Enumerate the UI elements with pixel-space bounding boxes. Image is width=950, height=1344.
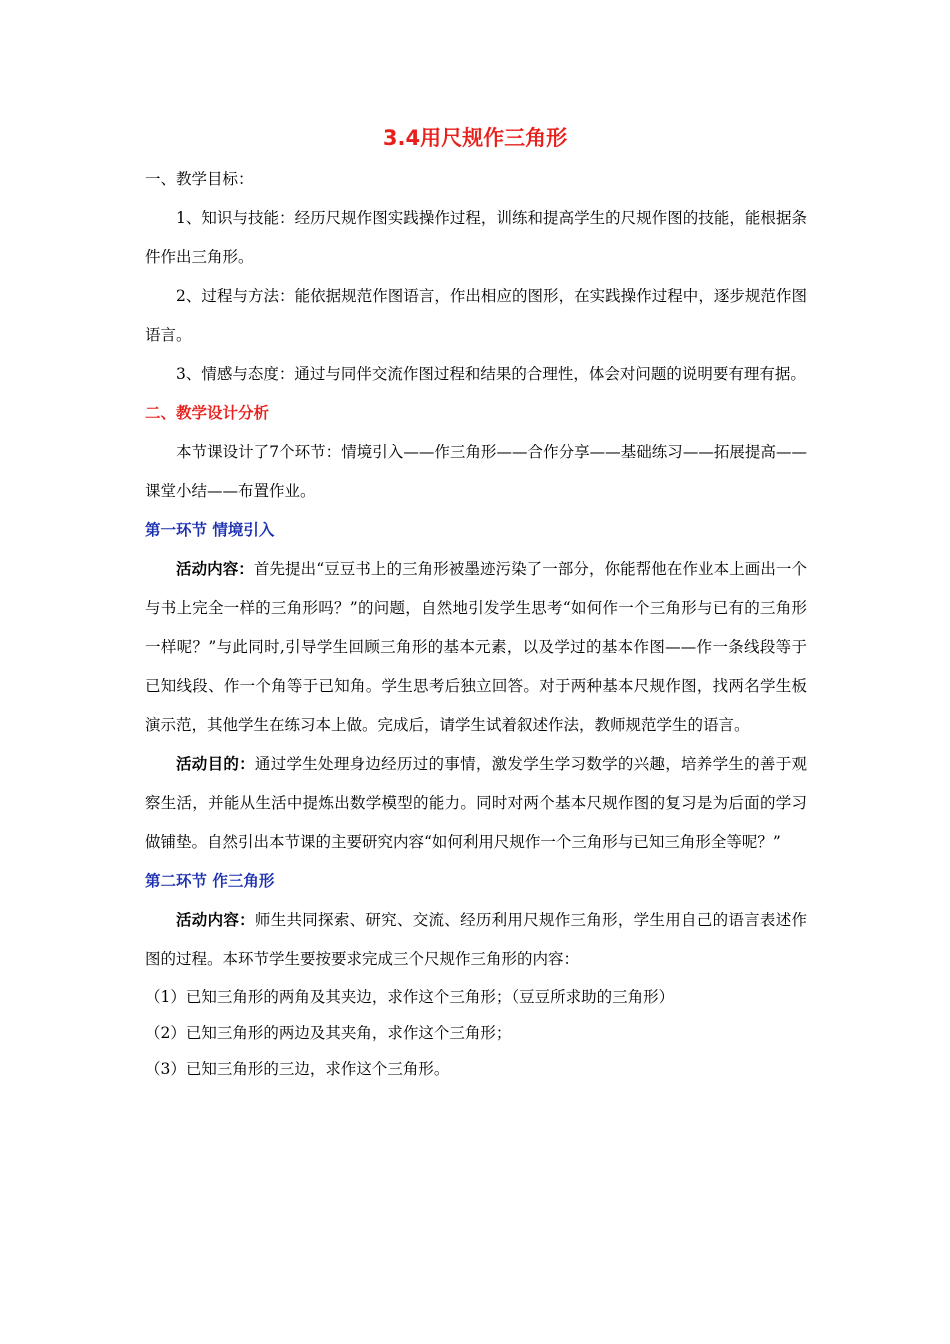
goal-item-process: 2、过程与方法：能依据规范作图语言，作出相应的图形，在实践操作过程中，逐步规范作图语言。 [145,287,807,344]
list-item: （1）已知三角形的两角及其夹边，求作这个三角形；（豆豆所求助的三角形） [145,988,675,1006]
section-heading-goals: 一、教学目标： [145,170,254,188]
list-item: （3）已知三角形的三边，求作这个三角形。 [145,1060,450,1078]
document-body [145,160,807,1087]
goal-item-emotion: 3、情感与态度：通过与同伴交流作图过程和结果的合理性，体会对问题的说明要有理有据。 [176,365,806,383]
part2-heading: 第二环节 作三角形 [145,872,275,890]
activity-content-text: 师生共同探索、研究、交流、经历利用尺规作三角形，学生用自己的语言表述作图的过程。本环节学生要按要求完成三个尺规作三角形的内容： [145,911,807,968]
part1-heading: 第一环节 情境引入 [145,521,275,539]
activity-goal-text: 通过学生处理身边经历过的事情，激发学生学习数学的兴趣，培养学生的善于观察生活，并能从生活中提炼出数学模型的能力。同时对两个基本尺规作图的复习是为后面的学习做铺垫。自然引出本节课的主要研究内容“如何利用尺规作一个三角形与已知三角形全等呢？” [145,755,807,851]
part1-goal [145,745,807,862]
activity-goal-label: 活动目的： [176,755,255,773]
document-title: 3.4用尺规作三角形 [382,126,568,150]
activity-content-label: 活动内容： [176,911,255,929]
part2-content [145,901,807,979]
goal-item-knowledge: 1、知识与技能：经历尺规作图实践操作过程，训练和提高学生的尺规作图的技能，能根据条件作出三角形。 [145,209,807,266]
section-heading-design: 二、教学设计分析 [145,404,270,422]
activity-content-label: 活动内容： [176,560,254,578]
list-item: （2）已知三角形的两边及其夹角，求作这个三角形； [145,1024,512,1042]
activity-content-text: 首先提出“豆豆书上的三角形被墨迹污染了一部分，你能帮他在作业本上画出一个与书上完全一样的三角形吗？”的问题，自然地引发学生思考“如何作一个三角形与已有的三角形一样呢？”与此同时,引导学生回顾三角形的基本元素，以及学过的基本作图——作一条线段等于已知线段、作一个角等于已知角。学生思考后独立回答。对于两种基本尺规作图，找两名学生板演示范，其他学生在练习本上做。完成后，请学生试着叙述作法，教师规范学生的语言。 [145,560,807,734]
design-paragraph: 本节课设计了7个环节：情境引入——作三角形——合作分享——基础练习——拓展提高——课堂小结——布置作业。 [145,443,807,500]
part1-content [145,550,807,745]
